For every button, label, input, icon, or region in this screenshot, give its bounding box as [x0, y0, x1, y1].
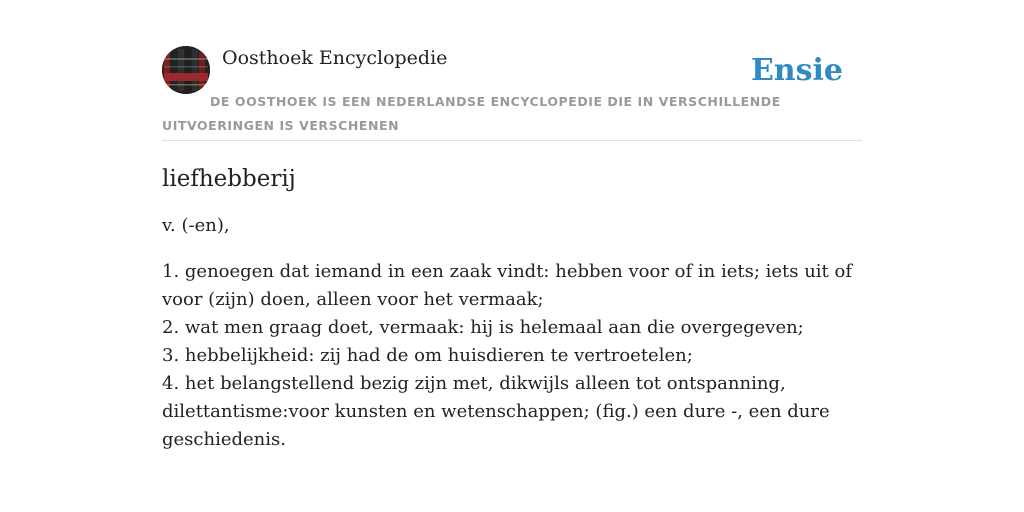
entry-grammar: v. (-en), — [162, 215, 230, 236]
dictionary-entry — [162, 162, 862, 454]
definition-item: 1. genoegen dat iemand in een zaak vindt: hebben voor of in iets; iets uit of voor (zijn) doen, alleen voor het vermaak; — [162, 261, 853, 310]
entry-definitions — [162, 258, 862, 454]
definition-item: 4. het belangstellend bezig zijn met, dikwijls alleen tot ontspanning, dilettantisme:voor kunsten en wetenschappen; (fig.) een dure -, een dure geschiedenis. — [162, 373, 830, 450]
brand-logo[interactable]: Ensie — [750, 53, 843, 88]
definition-item: 2. wat men graag doet, vermaak: hij is helemaal aan die overgegeven; — [162, 317, 804, 338]
encyclopedia-books-icon[interactable] — [162, 46, 210, 94]
definition-item: 3. hebbelijkheid: zij had de om huisdieren te vertroetelen; — [162, 345, 693, 366]
site-tagline: DE OOSTHOEK IS EEN NEDERLANDSE ENCYCLOPEDIE DIE IN VERSCHILLENDE UITVOERINGEN IS VERSCHENEN — [162, 94, 781, 133]
entry-headword: liefhebberij — [162, 166, 296, 192]
site-title[interactable]: Oosthoek Encyclopedie — [222, 47, 448, 69]
site-header — [162, 46, 862, 141]
